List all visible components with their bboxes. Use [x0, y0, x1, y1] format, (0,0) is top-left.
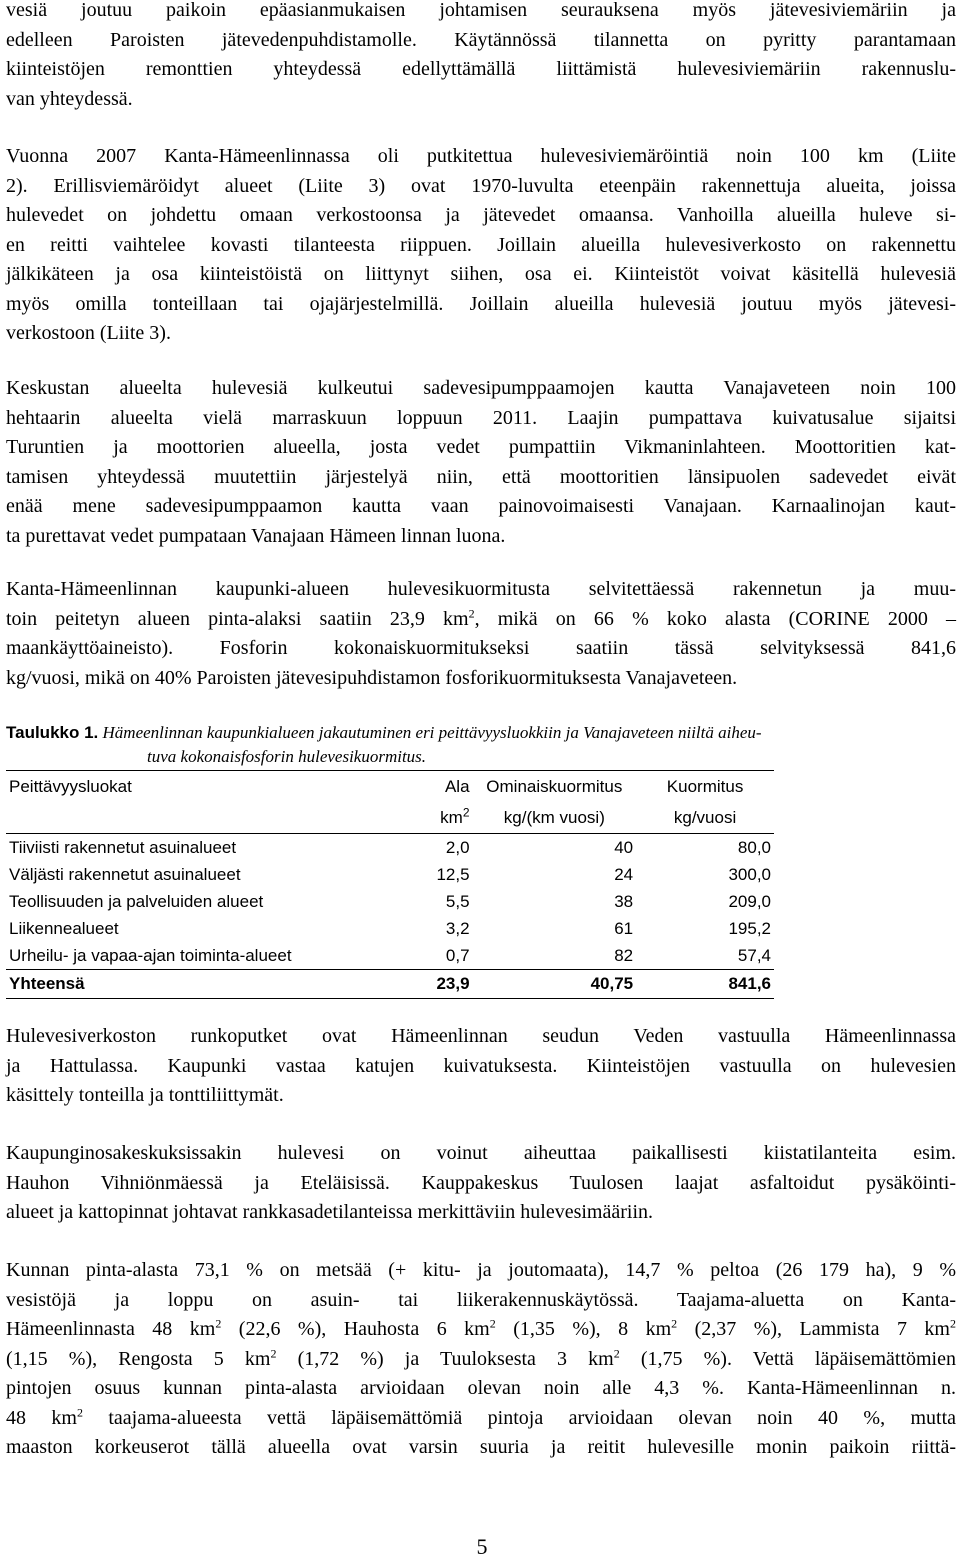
- text-line: ta purettavat vedet pumpataan Vanajaan Hämeen linnan luona.: [6, 524, 506, 547]
- table-row: [6, 942, 774, 970]
- cell-ominaiskuormitus: 40,75: [473, 970, 637, 999]
- table-caption-text: Hämeenlinnan kaupunkialueen jakautuminen eri peittävyysluokkiin ja Vanajaveteen niiltä aiheu-: [102, 723, 762, 742]
- text-fragment: toin peitetyn alueen pinta-alaksi saatiin 23,9 km: [6, 607, 469, 630]
- cell-kuormitus: 300,0: [728, 864, 771, 884]
- text-fragment: (1,75 %). Vettä läpäisemättömien: [619, 1347, 956, 1370]
- cell-ala: 0,7: [445, 945, 470, 965]
- header-cell: kg/vuosi: [673, 807, 737, 827]
- text-fragment: (1,72 %) ja Tuuloksesta 3 km: [276, 1347, 614, 1370]
- cell-ala: 3,2: [445, 918, 470, 938]
- text-fragment: , mikä on 66 % koko alasta (CORINE 2000 –: [474, 607, 956, 630]
- header-cell: Ominaiskuormitus: [473, 771, 637, 803]
- text-line: kg/vuosi, mikä on 40% Paroisten jätevesipuhdistamon fosforikuormituksesta Vanajaveteen.: [6, 666, 738, 689]
- text-fragment: (1,15 %), Rengosta 5 km: [6, 1347, 271, 1370]
- header-cell: Ala: [391, 771, 472, 803]
- header-cell: Peittävyysluokat: [6, 771, 391, 803]
- text-line: myös omilla tonteillaan tai ojajärjestelmillä. Joillain alueilla hulevesiä joutuu myös jätevesi-: [6, 292, 956, 315]
- cell-kuormitus: 57,4: [737, 945, 771, 965]
- text-line: Vuonna 2007 Kanta-Hämeenlinnassa oli putkitettua hulevesiviemäröintiä noin 100 km (Liite: [6, 145, 956, 167]
- text-line: pintojen osuus kunnan pinta-alasta arvioidaan olevan noin alle 4,3 %. Kanta-Hämeenlinnan n.: [6, 1377, 956, 1399]
- row-label: Yhteensä: [6, 970, 391, 999]
- row-label: Teollisuuden ja palveluiden alueet: [9, 891, 264, 911]
- text-line: verkostoon (Liite 3).: [6, 322, 171, 344]
- text-fragment: 48 km: [6, 1406, 77, 1429]
- table-row: [6, 861, 774, 888]
- cell-ominaiskuormitus: 38: [614, 891, 634, 911]
- text-line: vesiä joutuu paikoin epäasianmukaisen johtamisen seurauksena myös jätevesiviemäriin ja: [6, 0, 956, 21]
- text-line: Turuntien ja moottorien alueella, josta vedet pumpattiin Vikmaninlahteen. Moottoritien kat-: [6, 436, 956, 458]
- text-line: Hauhon Vihniönmäessä ja Eteläisissä. Kauppakeskus Tuulosen laajat asfaltoidut pysäköinti-: [6, 1171, 956, 1194]
- paragraph-6: [6, 1139, 956, 1228]
- table-caption: [6, 721, 946, 769]
- text-line: Keskustan alueelta hulevesiä kulkeutui sadevesipumppaamojen kautta Vanajaveteen noin 100: [6, 377, 956, 399]
- text-line: enää mene sadevesipumppaamon kautta vaan painovoimaisesti Vanajaan. Karnaalinojan kaut-: [6, 495, 956, 517]
- superscript: 2: [613, 1345, 620, 1360]
- superscript: 2: [671, 1316, 678, 1331]
- text-line: en reitti vaihtelee kovasti tilanteesta riippuen. Joillain alueilla hulevesiverkosto on rakennettu: [6, 233, 956, 256]
- text-line: käsittely tonteilla ja tonttiliittymät.: [6, 1084, 284, 1106]
- table-caption-label: Taulukko 1.: [6, 723, 99, 742]
- paragraph-5: [6, 1022, 956, 1111]
- cell-ala: 2,0: [391, 834, 472, 862]
- data-table: [6, 770, 774, 999]
- paragraph-3: [6, 374, 956, 551]
- superscript: 2: [468, 605, 475, 620]
- table-row: [6, 915, 774, 942]
- text-line: [6, 1404, 956, 1434]
- row-label: Väljästi rakennetut asuinalueet: [9, 864, 241, 884]
- text-line: tamisen yhteydessä muutettiin järjestelyä niin, että moottoritien länsipuolen sadevedet eivät: [6, 465, 956, 488]
- superscript: 2: [76, 1404, 83, 1419]
- table-header-row: [6, 802, 774, 834]
- text-line: [6, 605, 956, 635]
- table-total-row: [6, 970, 774, 999]
- text-line: vesistöjä ja loppu on asuin- tai liikerakennuskäytössä. Taajama-aluetta on Kanta-: [6, 1288, 956, 1311]
- paragraph-4: [6, 575, 956, 693]
- text-line: [6, 1345, 956, 1375]
- cell-kuormitus: 841,6: [636, 970, 774, 999]
- text-line: alueet ja kattopinnat johtavat rankkasadetilanteissa merkittäviin hulevesimääriin.: [6, 1201, 654, 1223]
- header-cell: [6, 802, 391, 834]
- cell-ominaiskuormitus: 24: [614, 864, 634, 884]
- text-line: jälkikäteen ja osa kiinteistöistä on liittynyt siihen, osa ei. Kiinteistöt voivat käsitellä hulevesiä: [6, 263, 956, 285]
- superscript: 2: [215, 1316, 222, 1331]
- cell-ominaiskuormitus: 82: [614, 945, 634, 965]
- text-line: van yhteydessä.: [6, 87, 133, 110]
- table-caption-text-cont: tuva kokonaisfosforin hulevesikuormitus.: [147, 747, 427, 766]
- text-line: 2). Erillisviemäröidyt alueet (Liite 3) ovat 1970-luvulta eteenpäin rakennettuja alueita, joissa: [6, 174, 956, 197]
- cell-kuormitus: 195,2: [728, 918, 771, 938]
- text-line: Kaupunginosakeskuksissakin hulevesi on voinut aiheuttaa paikallisesti kiistatilanteita esim.: [6, 1142, 956, 1164]
- table-row: [6, 834, 774, 862]
- text-line: kiinteistöjen remonttien yhteydessä edellyttämällä liittämistä hulevesiviemäriin rakennuslu-: [6, 58, 956, 80]
- page-number: 5: [476, 1534, 488, 1559]
- text-fragment: taajama-alueesta vettä läpäisemättömiä pintoja arvioidaan olevan noin 40 %, mutta: [82, 1406, 957, 1429]
- table-header-row: [6, 771, 774, 803]
- text-line: [6, 1315, 956, 1345]
- text-line: ja Hattulassa. Kaupunki vastaa katujen kuivatuksesta. Kiinteistöjen vastuulla on hulevesien: [6, 1054, 956, 1077]
- text-fragment: Hämeenlinnasta 48 km: [6, 1318, 216, 1340]
- superscript: 2: [270, 1345, 277, 1360]
- cell-ominaiskuormitus: 40: [473, 834, 637, 862]
- paragraph-7: [6, 1256, 956, 1463]
- cell-kuormitus: 80,0: [636, 834, 774, 862]
- text-fragment: (22,6 %), Hauhosta 6 km: [221, 1318, 490, 1340]
- row-label: Urheilu- ja vapaa-ajan toiminta-alueet: [9, 945, 292, 965]
- cell-ominaiskuormitus: 61: [614, 918, 634, 938]
- cell-ala: 5,5: [445, 891, 470, 911]
- paragraph-2: [6, 142, 956, 349]
- table-row: [6, 888, 774, 915]
- text-line: edelleen Paroisten jätevedenpuhdistamolle. Käytännössä tilannetta on pyritty parantamaan: [6, 28, 956, 51]
- row-label: Liikennealueet: [9, 918, 119, 938]
- superscript: 2: [949, 1316, 956, 1331]
- header-cell: Kuormitus: [636, 771, 774, 803]
- row-label: Tiiviisti rakennetut asuinalueet: [6, 834, 391, 862]
- cell-ala: 12,5: [436, 864, 470, 884]
- cell-ala: 23,9: [391, 970, 472, 999]
- text-line: maankäyttöaineisto). Fosforin kokonaiskuormitukseksi saatiin tässä selvityksessä 841,6: [6, 637, 956, 659]
- text-line: Kanta-Hämeenlinnan kaupunki-alueen hulevesikuormitusta selvitettäessä rakennetun ja muu-: [6, 578, 956, 600]
- text-line: Hulevesiverkoston runkoputket ovat Hämeenlinnan seudun Veden vastuulla Hämeenlinnassa: [6, 1025, 956, 1047]
- superscript: 2: [489, 1316, 496, 1331]
- text-line: hehtaarin alueelta vielä marraskuun loppuun 2011. Laajin pumpattava kuivatusalue sijaitsi: [6, 406, 956, 429]
- text-fragment: (1,35 %), 8 km: [495, 1318, 672, 1340]
- text-line: maaston korkeuserot tällä alueella ovat varsin suuria ja reitit hulevesille monin paikoin riittä-: [6, 1436, 956, 1458]
- header-cell: [391, 802, 472, 834]
- text-line: Kunnan pinta-alasta 73,1 % on metsää (+ kitu- ja joutomaata), 14,7 % peltoa (26 179 ha), 9 %: [6, 1259, 956, 1281]
- cell-kuormitus: 209,0: [728, 891, 771, 911]
- text-line: hulevedet on johdettu omaan verkostoonsa ja jätevedet omaansa. Vanhoilla alueilla huleve si-: [6, 204, 956, 226]
- paragraph-1: [6, 0, 956, 114]
- superscript: 2: [462, 804, 470, 819]
- header-cell: kg/(km vuosi): [503, 807, 605, 827]
- text-fragment: (2,37 %), Lammista 7 km: [677, 1318, 950, 1340]
- unit-text: km: [440, 807, 463, 827]
